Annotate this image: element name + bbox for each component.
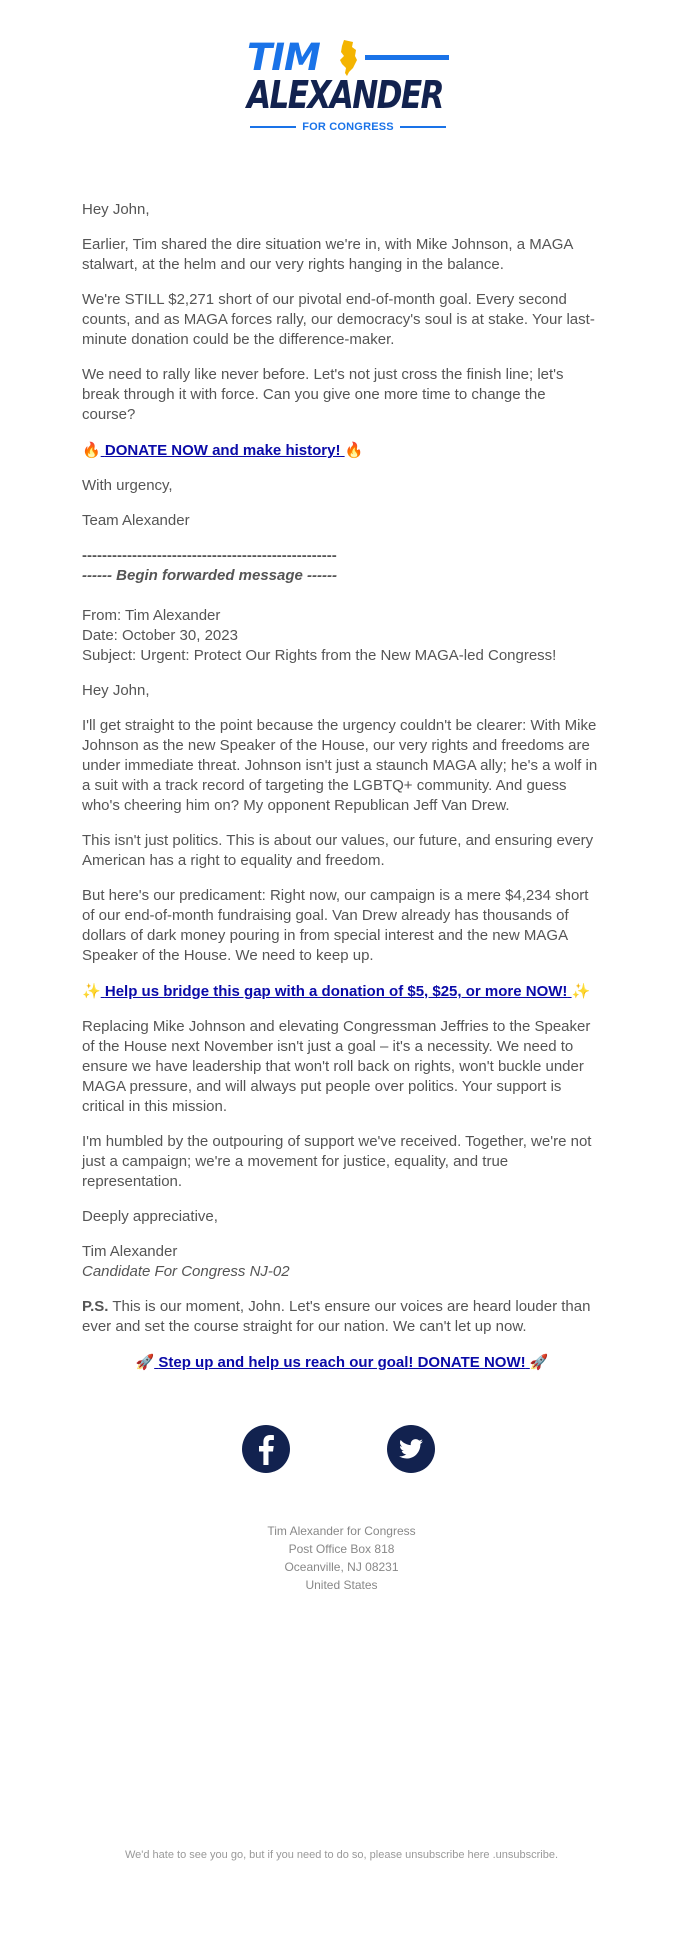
logo-tagline-row xyxy=(250,120,446,134)
forward-date: Date: October 30, 2023 xyxy=(82,627,238,644)
forward-from: From: Tim Alexander xyxy=(82,607,221,624)
paragraph-rally: We need to rally like never before. Let's not just cross the finish line; let's break through it with force. Can you give one more time to change the course? xyxy=(82,366,564,423)
logo-accent-bar xyxy=(365,55,449,60)
signature-name: Tim Alexander xyxy=(82,1243,178,1260)
paragraph-values: This isn't just politics. This is about our values, our future, and ensuring every American has a right to equality and freedom. xyxy=(82,832,594,869)
email-body xyxy=(82,200,602,1388)
fire-icon: 🔥 xyxy=(82,441,101,459)
sparkles-icon: ✨ xyxy=(82,982,101,1000)
paragraph-replacing-johnson: Replacing Mike Johnson and elevating Congressman Jeffries to the Speaker of the House next November isn't just a goal – it's a necessity. We need to ensure we have leadership that won't roll back on rights, won't buckle under MAGA pressure, and will always put people over politics. Your support is critical in this mission. xyxy=(82,1018,591,1115)
step-up-link-label: Step up and help us reach our goal! DONATE NOW! xyxy=(158,1354,526,1371)
address-line: United States xyxy=(305,1578,378,1592)
logo-first-name: TIM xyxy=(247,36,320,79)
signature-block xyxy=(82,1242,602,1282)
forward-meta xyxy=(82,606,602,666)
paragraph-situation: Earlier, Tim shared the dire situation we're in, with Mike Johnson, a MAGA stalwart, at the helm and our very rights hanging in the balance. xyxy=(82,236,573,273)
postscript xyxy=(82,1297,602,1337)
rocket-icon: 🚀 xyxy=(135,1353,155,1371)
logo-rule-left xyxy=(250,126,296,128)
donate-now-link-label: DONATE NOW and make history! xyxy=(104,442,341,459)
bridge-gap-link-label: Help us bridge this gap with a donation of $5, $25, or more NOW! xyxy=(104,983,568,1000)
ps-text: This is our moment, John. Let's ensure our voices are heard louder than ever and set the course straight for our nation. We can't let up now. xyxy=(82,1298,591,1335)
greeting-forwarded: Hey John, xyxy=(82,682,150,699)
donate-now-link[interactable] xyxy=(82,442,363,459)
twitter-link[interactable] xyxy=(387,1425,435,1473)
logo-last-name: ALEXANDER xyxy=(247,73,443,117)
sparkles-icon: ✨ xyxy=(571,982,591,1000)
rocket-icon: 🚀 xyxy=(529,1353,549,1371)
signoff: With urgency, xyxy=(82,477,173,494)
bridge-gap-link[interactable] xyxy=(82,983,590,1000)
cta-bridge-gap xyxy=(82,981,602,1002)
address-line: Post Office Box 818 xyxy=(288,1542,395,1556)
paragraph-threat: I'll get straight to the point because the urgency couldn't be clearer: With Mike Johnson as the new Speaker of the House, our very rights and freedoms are under immediate threat. Johnson isn't just a staunch MAGA ally; he's a wolf in a suit with a track record of targeting the LGBTQ+ community. And guess who's cheering him on? My opponent Republican Jeff Van Drew. xyxy=(82,717,598,814)
facebook-icon xyxy=(242,1425,290,1473)
signature-title: Candidate For Congress NJ-02 xyxy=(82,1263,290,1280)
step-up-link[interactable] xyxy=(136,1354,549,1371)
logo-tagline: FOR CONGRESS xyxy=(302,121,394,133)
closing: Deeply appreciative, xyxy=(82,1208,218,1225)
address-line: Oceanville, NJ 08231 xyxy=(284,1560,399,1574)
forward-subject: Subject: Urgent: Protect Our Rights from the New MAGA-led Congress! xyxy=(82,647,557,664)
cta-donate-now xyxy=(82,440,602,461)
forward-dashes: --------------------------------------------------- xyxy=(82,547,337,564)
fire-icon: 🔥 xyxy=(344,441,364,459)
forward-header xyxy=(82,546,602,586)
paragraph-humbled: I'm humbled by the outpouring of support we've received. Together, we're not just a campaign; we're a movement for justice, equality, and true representation. xyxy=(82,1133,592,1190)
unsubscribe-text[interactable]: We'd hate to see you go, but if you need to do so, please unsubscribe here .unsubscribe. xyxy=(124,1849,558,1861)
twitter-icon xyxy=(387,1425,435,1473)
logo-rule-right xyxy=(400,126,446,128)
new-jersey-state-icon xyxy=(338,40,358,76)
address-line: Tim Alexander for Congress xyxy=(267,1524,416,1538)
ps-label: P.S. xyxy=(82,1298,109,1315)
signature-team: Team Alexander xyxy=(82,512,190,529)
paragraph-predicament: But here's our predicament: Right now, our campaign is a mere $4,234 short of our end-of-month fundraising goal. Van Drew already has thousands of dollars of dark money pouring in from special interest and the new MAGA Speaker of the House. We need to keep up. xyxy=(82,887,589,964)
mailing-address xyxy=(0,1522,683,1594)
social-links xyxy=(0,1425,683,1473)
paragraph-goal-shortfall: We're STILL $2,271 short of our pivotal end-of-month goal. Every second counts, and as MAGA forces rally, our democracy's soul is at stake. Your last-minute donation could be the difference-maker. xyxy=(82,291,595,348)
cta-step-up xyxy=(82,1352,602,1373)
greeting: Hey John, xyxy=(82,201,150,218)
forward-title: ------ Begin forwarded message ------ xyxy=(82,567,337,584)
facebook-link[interactable] xyxy=(242,1425,290,1473)
campaign-logo xyxy=(247,38,447,138)
